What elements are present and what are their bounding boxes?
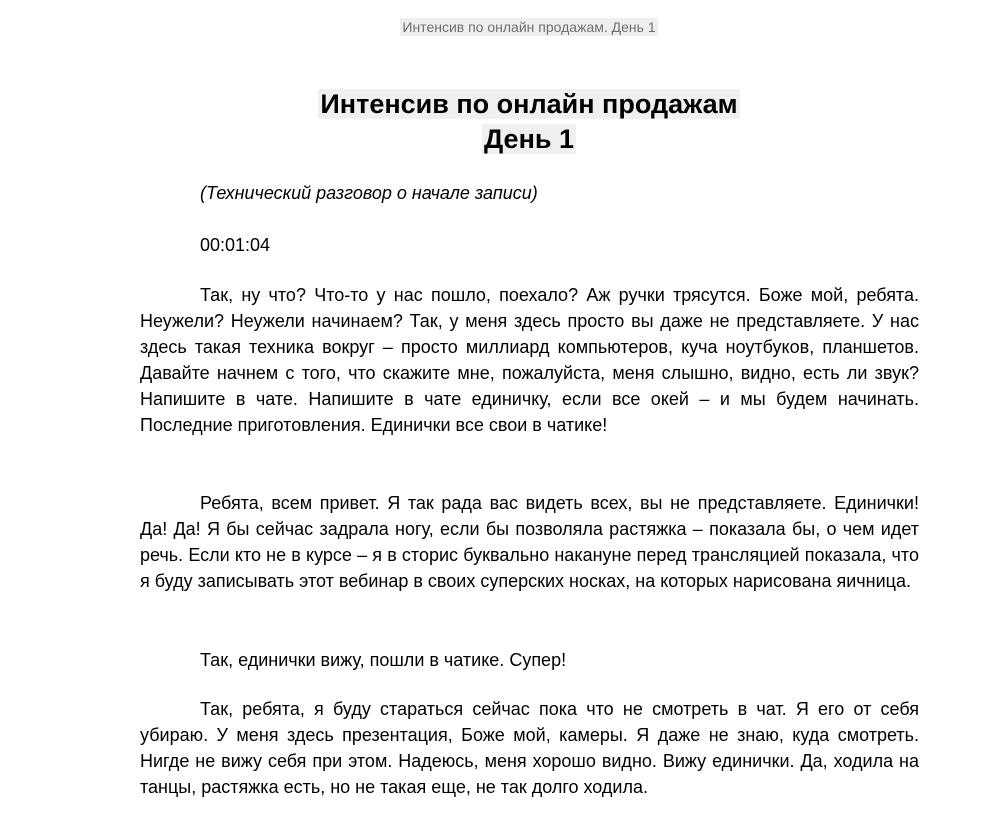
page-header [0, 19, 983, 35]
document-title [0, 87, 983, 157]
title-line-2: День 1 [483, 124, 574, 154]
title-line-1: Интенсив по онлайн продажам [320, 89, 738, 119]
paragraph-3: Так, единички вижу, пошли в чатике. Супер! [200, 650, 567, 670]
paragraph-4: Так, ребята, я буду стараться сейчас пока что не смотреть в чат. Я его от себя убираю. У меня здесь презентация, Боже мой, камеры. Я даже не знаю, куда смотреть. Нигде не вижу себя при этом. Надеюсь, меня хорошо видно. Вижу единички. Да, ходила на танцы, растяжка есть, но не такая еще, не так долго ходила. [140, 699, 919, 797]
paragraph-1: Так, ну что? Что-то у нас пошло, поехало? Аж ручки трясутся. Боже мой, ребята. Неужели? Неужели начинаем? Так, у меня здесь просто вы даже не представляете. У нас здесь такая техника вокруг – просто миллиард компьютеров, куча ноутбуков, планшетов. Давайте начнем с того, что скажите мне, пожалуйста, меня слышно, видно, есть ли звук? Напишите в чате. Напишите в чате единичку, если все окей – и мы будем начинать. Последние приготовления. Единички все свои в чатике! [140, 285, 919, 435]
page-header-text: Интенсив по онлайн продажам. День 1 [402, 19, 656, 35]
timecode: 00:01:04 [200, 235, 271, 255]
paragraph-2: Ребята, всем привет. Я так рада вас видеть всех, вы не представляете. Единички! Да! Да! Я бы сейчас задрала ногу, если бы позволяла растяжка – показала бы, о чем идет речь. Если кто не в курсе – я в сторис буквально накануне перед трансляцией показала, что я буду записывать этот вебинар в своих суперских носках, на которых нарисована яичница. [140, 493, 919, 591]
technical-note: (Технический разговор о начале записи) [200, 183, 538, 203]
